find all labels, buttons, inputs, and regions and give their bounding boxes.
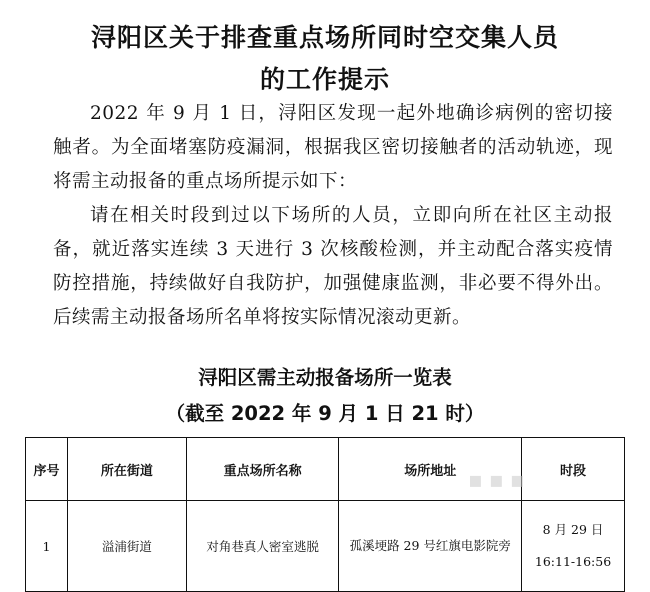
cell-index: 1 [26,501,68,592]
header-address: 场所地址 [339,438,522,501]
list-title: 浔阳区需主动报备场所一览表 [198,366,452,389]
places-table [25,437,625,592]
cell-time: 16:11-16:56 [534,554,612,569]
cell-time-period [522,501,625,592]
document-title-line1: 浔阳区关于排查重点场所同时空交集人员 [90,23,559,52]
cell-address: 孤溪埂路 29 号红旗电影院旁 [339,501,522,592]
intro-paragraph: 2022 年 9 月 1 日，浔阳区发现一起外地确诊病例的密切接触者。为全面堵塞防疫漏洞，根据我区密切接触者的活动轨迹，现将需主动报备的重点场所提示如下： [53,103,613,192]
cell-place-name: 对角巷真人密室逃脱 [186,501,339,592]
table-header-row [26,438,625,501]
cell-street: 溢浦街道 [67,501,186,592]
list-subtitle: （截至 2022 年 9 月 1 日 21 时） [165,402,485,425]
header-place-name: 重点场所名称 [186,438,339,501]
header-time-period: 时段 [522,438,625,501]
table-row [26,501,625,592]
notice-paragraph: 请在相关时段到过以下场所的人员，立即向所在社区主动报备，就近落实连续 3 天进行 3 次核酸检测，并主动配合落实疫情防控措施，持续做好自我防护，加强健康监测，非必要不得外出。后续需主动报备场所名单将按实际情况滚动更新。 [53,205,613,328]
cell-date: 8 月 29 日 [542,522,604,537]
document-title-line2: 的工作提示 [259,65,390,94]
header-street: 所在街道 [67,438,186,501]
header-index: 序号 [26,438,68,501]
watermark-graphic: ▪▪▪ [468,468,531,493]
